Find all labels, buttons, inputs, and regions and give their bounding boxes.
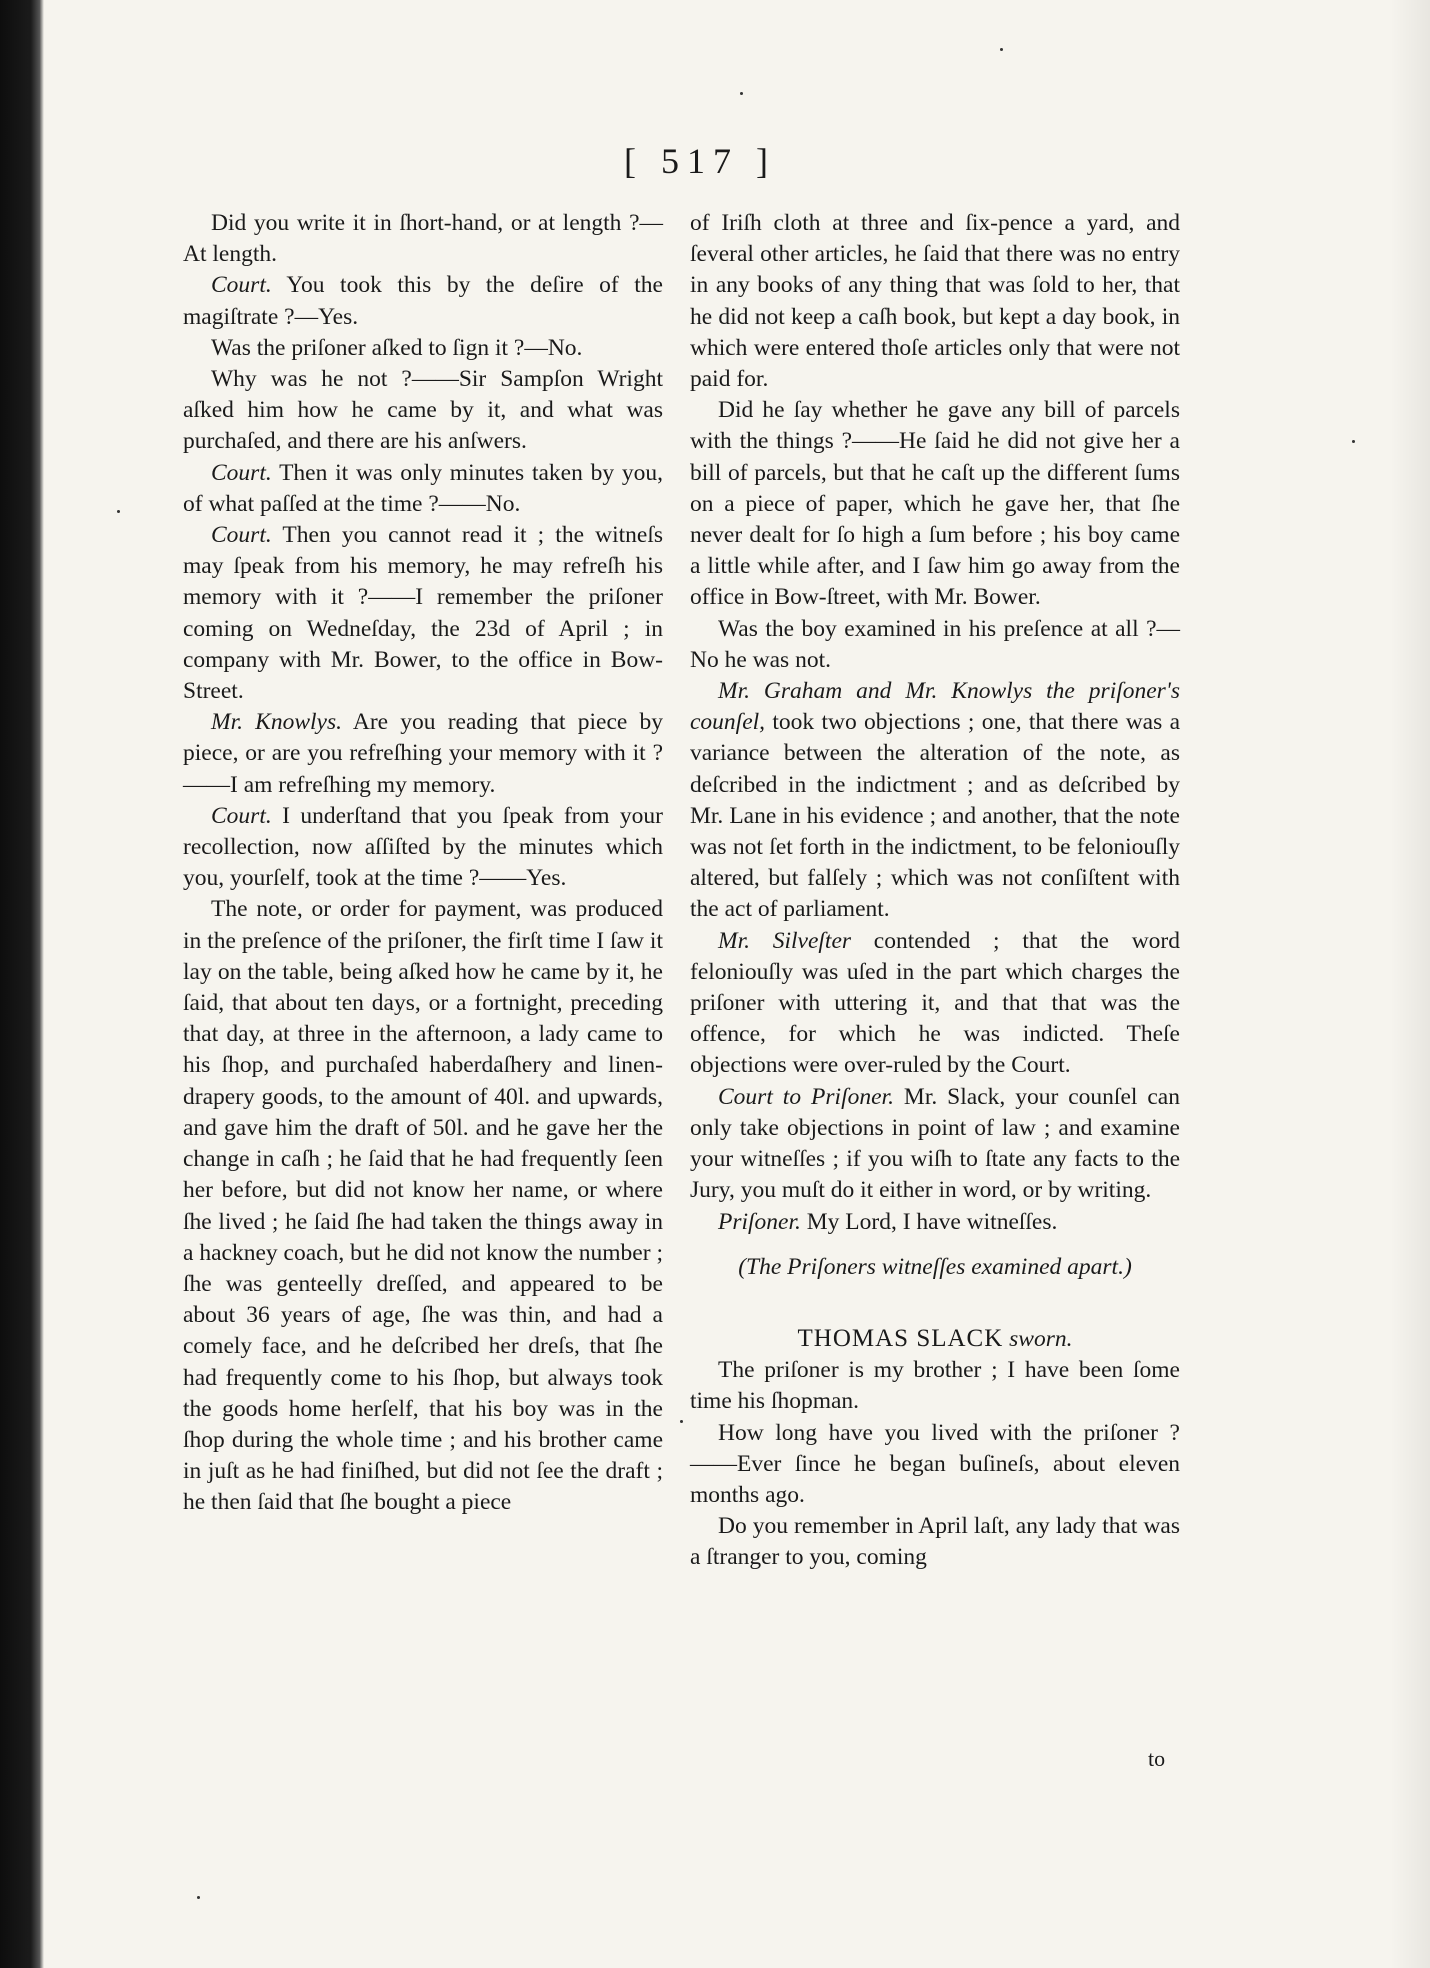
paragraph-spacer <box>690 1297 1180 1323</box>
paragraph-text: You took this by the deſire of the magiſtrate ?—Yes. <box>183 272 663 330</box>
paragraph <box>183 208 663 270</box>
paragraph <box>690 395 1180 613</box>
paragraph <box>183 364 663 458</box>
speaker-label: Court. <box>211 459 272 486</box>
ink-speck <box>740 92 743 95</box>
paragraph <box>690 1418 1180 1512</box>
paragraph <box>690 1082 1180 1207</box>
paragraph-text: Then it was only minutes taken by you, of what paſſed at the time ?——No. <box>183 459 663 517</box>
paragraph-text: Are you reading that piece by piece, or are you refreſhing your memory with it ?——I am refreſhing my memory. <box>183 709 663 798</box>
paragraph <box>690 1511 1180 1573</box>
witness-note: (The Priſoners witneſſes examined apart.) <box>738 1253 1132 1280</box>
paragraph <box>690 676 1180 926</box>
paragraph-text: The priſoner is my brother ; I have been ſome time his ſhopman. <box>690 1357 1180 1415</box>
paragraph <box>690 1252 1180 1283</box>
paragraph-text: The note, or order for payment, was produced in the preſence of the priſoner, the firſt time I ſaw it lay on the table, being aſked how he came by it, he ſaid, that about ten days, or a fortnight, preceding that day, at three in the afternoon, a lady came to his ſhop, and purchaſed haberdaſhery and linen-drapery goods, to the amount of 40l. and upwards, and gave him the draft of 50l. and he gave her the change in caſh ; he ſaid that he had frequently ſeen her before, but did not know her name, or where ſhe lived ; he ſaid ſhe had taken the things away in a hackney coach, but he did not know the number ; ſhe was genteelly dreſſed, and appeared to be about 36 years of age, ſhe was thin, and had a comely face, and he deſcribed her dreſs, that ſhe had frequently come to his ſhop, but always took the goods home herſelf, that his boy was in the ſhop during the whole time ; and his brother came in juſt as he had finiſhed, but did not ſee the draft ; he then ſaid that ſhe bought a piece <box>183 896 663 1516</box>
witness-heading: THOMAS SLACK <box>797 1324 1004 1352</box>
book-binding-edge <box>0 0 44 1968</box>
paragraph-text: Why was he not ?——Sir Sampſon Wright aſked him how he came by it, and what was purchaſed, and there are his anſwers. <box>183 366 663 455</box>
speaker-label: Court. <box>211 272 272 299</box>
paragraph <box>183 333 663 364</box>
paragraph <box>690 1355 1180 1417</box>
paragraph <box>690 208 1180 395</box>
speaker-label: Court. <box>211 522 272 549</box>
paragraph-text: Did you write it in ſhort-hand, or at length ?—At length. <box>183 210 663 268</box>
ink-speck <box>117 510 120 513</box>
speaker-label: Mr. Silveſter <box>718 927 852 954</box>
ink-speck <box>1352 440 1355 443</box>
paragraph-text: contended ; that the word feloniouſly was uſed in the part which charges the priſoner with uttering it, and that that was the offence, for which he was indicted. Theſe objections were over-ruled by the Court. <box>690 927 1181 1079</box>
ink-speck <box>1000 48 1003 51</box>
speaker-label: Priſoner. <box>718 1208 801 1235</box>
paragraph-text: How long have you lived with the priſoner ?——Ever ſince he began buſineſs, about eleven months ago. <box>690 1419 1180 1508</box>
paragraph <box>690 926 1180 1082</box>
paragraph <box>183 458 663 520</box>
right-column <box>690 208 1180 1574</box>
paragraph <box>183 801 663 895</box>
page-edge-shadow <box>1390 0 1430 1968</box>
paragraph <box>183 270 663 332</box>
left-column <box>183 208 663 1519</box>
paragraph-text: Do you remember in April laſt, any lady that was a ſtranger to you, coming <box>690 1513 1180 1571</box>
paragraph-text: My Lord, I have witneſſes. <box>806 1208 1058 1235</box>
speaker-label: Mr. Graham and Mr. Knowlys the priſoner's counſel, <box>690 678 1180 736</box>
ink-speck <box>197 1896 200 1899</box>
catchword: to <box>1148 1746 1166 1771</box>
paragraph-text: Was the priſoner aſked to ſign it ?—No. <box>211 334 583 361</box>
paragraph <box>690 1323 1180 1355</box>
speaker-label: Court. <box>211 802 272 829</box>
page-number: [ 517 ] <box>624 141 776 181</box>
paragraph-text: Then you cannot read it ; the witneſs may ſpeak from his memory, he may refreſh his memory with it ?——I remember the priſoner coming on Wedneſday, the 23d of April ; in company with Mr. Bower, to the office in Bow-Street. <box>183 522 663 705</box>
speaker-label: Mr. Knowlys. <box>211 709 342 736</box>
paragraph <box>183 707 663 801</box>
paragraph <box>183 520 663 707</box>
paragraph <box>690 614 1180 676</box>
paragraph-text: Did he ſay whether he gave any bill of parcels with the things ?——He ſaid he did not give her a bill of parcels, but that he caſt up the different ſums on a piece of paper, which he gave her, that ſhe never dealt for ſo high a ſum before ; his boy came a little while after, and I ſaw him go away from the office in Bow-ſtreet, with Mr. Bower. <box>690 397 1180 611</box>
paragraph-text: took two objections ; one, that there was a variance between the alteration of the note, as deſcribed in the indictment ; and as deſcribed by Mr. Lane in his evidence ; and another, that the note was not ſet forth in the indictment, to be feloniouſly altered, but falſely ; which was not conſiſtent with the act of parliament. <box>690 709 1180 923</box>
paragraph <box>183 894 663 1518</box>
sworn-label: sworn. <box>1009 1325 1073 1352</box>
paragraph-text: of Iriſh cloth at three and ſix-pence a yard, and ſeveral other articles, he ſaid that there was no entry in any books of any thing that was ſold to her, that he did not keep a caſh book, but kept a day book, in which were entered thoſe articles only that were not paid for. <box>690 210 1180 393</box>
paragraph-text: Mr. Slack, your counſel can only take objections in point of law ; and examine your witneſſes ; if you wiſh to ſtate any facts to the Jury, you muſt do it either in word, or by writing. <box>690 1083 1180 1204</box>
ink-speck <box>680 1420 683 1423</box>
paragraph-text: Was the boy examined in his preſence at all ?—No he was not. <box>690 615 1180 673</box>
speaker-label: Court to Priſoner. <box>718 1083 894 1110</box>
paragraph-text: I underſtand that you ſpeak from your recollection, now aſſiſted by the minutes which you, yourſelf, took at the time ?——Yes. <box>183 802 663 892</box>
paragraph <box>690 1207 1180 1238</box>
